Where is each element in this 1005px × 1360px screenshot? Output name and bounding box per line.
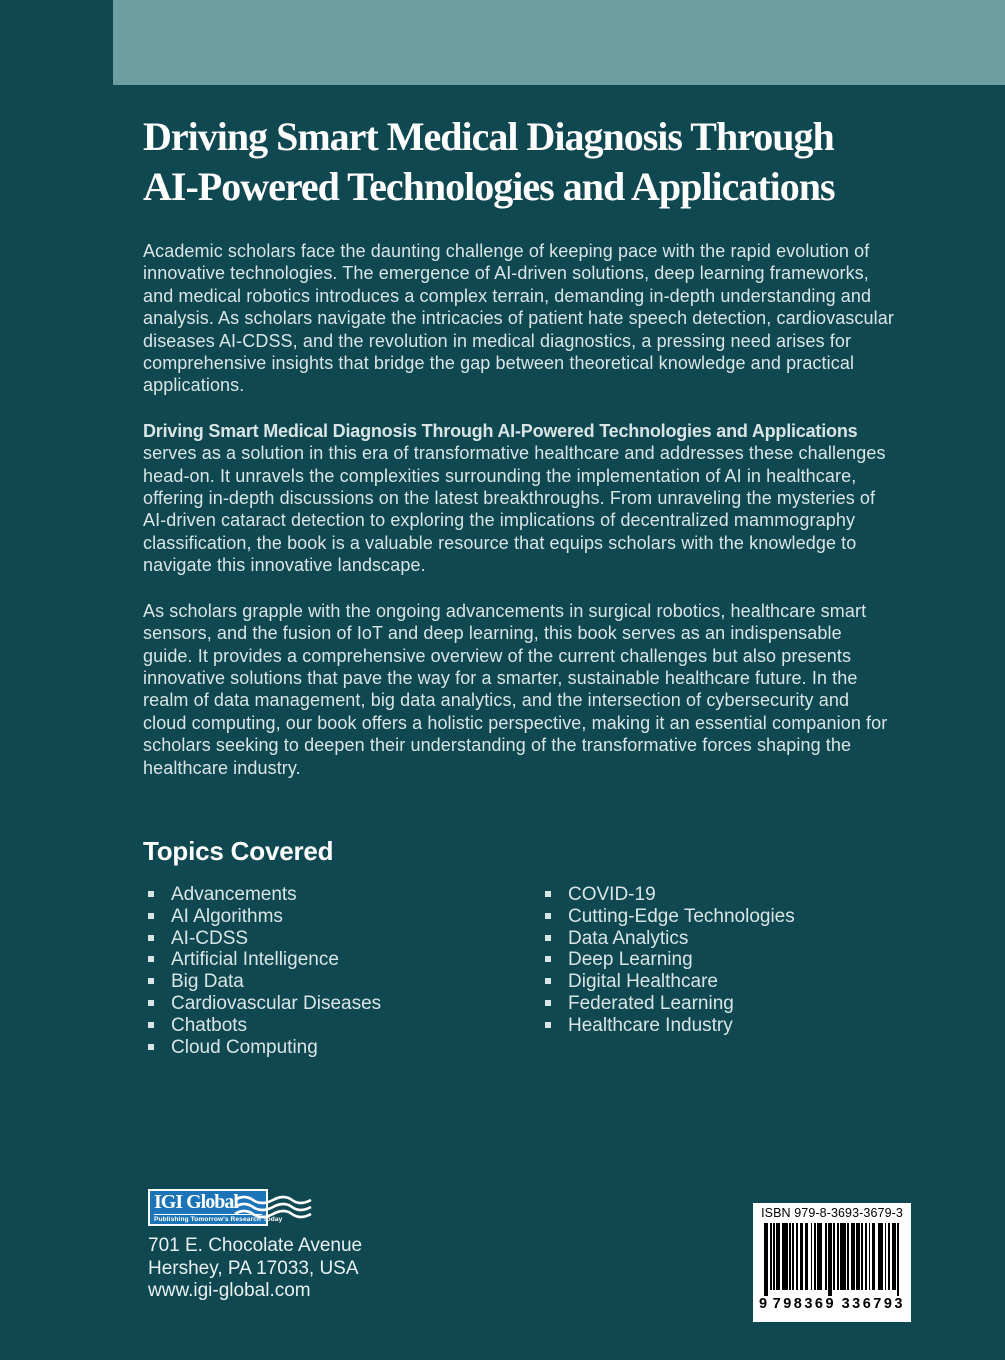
bullet-icon — [148, 913, 154, 919]
barcode-bars — [759, 1223, 905, 1296]
topics-column-right — [540, 884, 795, 1058]
isbn-barcode — [753, 1203, 911, 1322]
isbn-number-group2: 336793 — [841, 1296, 905, 1312]
topic-item — [540, 884, 795, 906]
book-title-line1: Driving Smart Medical Diagnosis Through — [143, 114, 834, 159]
topic-label: Cardiovascular Diseases — [171, 992, 382, 1014]
topic-label: Healthcare Industry — [568, 1014, 733, 1036]
barcode-bar — [840, 1223, 845, 1290]
barcode-bar — [847, 1223, 849, 1290]
description-paragraph-2-text: serves as a solution in this era of transformative healthcare and addresses these challenges head-on. It unravels the complexities surrounding the implementation of AI in healthcare, offering in-depth discussions on the latest breakthroughs. From unraveling the mysteries of AI-driven cataract detection to exploring the implications of decentralized mammography classification, the book is a valuable resource that equips scholars with the knowledge to navigate this innovative landscape. — [143, 443, 886, 576]
barcode-bar — [776, 1223, 780, 1290]
barcode-bar — [800, 1223, 804, 1290]
bullet-icon — [148, 956, 154, 962]
barcode-bar — [828, 1223, 832, 1296]
topic-item — [143, 949, 540, 971]
bullet-icon — [545, 956, 551, 962]
barcode-bar — [817, 1223, 822, 1290]
barcode-bar — [878, 1223, 883, 1290]
barcode-bar — [869, 1223, 871, 1290]
topic-item — [143, 993, 540, 1015]
barcode-bar — [789, 1223, 791, 1290]
barcode-bar — [825, 1223, 827, 1290]
topic-label: AI-CDSS — [171, 927, 249, 949]
topic-label: AI Algorithms — [171, 905, 283, 927]
isbn-number — [759, 1296, 905, 1313]
topic-item — [143, 884, 540, 906]
book-title-inline: Driving Smart Medical Diagnosis Through AI-Powered Technologies and Applications — [143, 420, 858, 441]
bullet-icon — [545, 935, 551, 941]
topic-item — [143, 1037, 540, 1059]
topic-item — [540, 906, 795, 928]
bullet-icon — [148, 1044, 154, 1050]
topic-item — [143, 971, 540, 993]
topic-label: Artificial Intelligence — [171, 949, 339, 971]
barcode-bar — [764, 1223, 768, 1296]
topic-label: Deep Learning — [568, 949, 693, 971]
topic-label: Cloud Computing — [171, 1036, 318, 1058]
isbn-number-group1: 798369 — [772, 1296, 837, 1312]
topic-item — [540, 1015, 795, 1037]
description-paragraph-1: Academic scholars face the daunting challenge of keeping pace with the rapid evolution of innovative technologies. The emergence of AI-driven solutions, deep learning frameworks, and medical robotics introduces a complex terrain, demanding in-depth understanding and analysis. As scholars navigate the intricacies of patient hate speech detection, cardiovascular diseases AI-CDSS, and the revolution in medical diagnostics, a pressing need arises for comprehensive insights that bridge the gap between theoretical knowledge and practical applications. — [143, 241, 894, 396]
igi-global-logo — [148, 1189, 283, 1226]
publisher-address — [148, 1235, 362, 1303]
topics-column-left — [143, 884, 540, 1058]
publisher-website: www.igi-global.com — [148, 1280, 311, 1302]
bullet-icon — [148, 1022, 154, 1028]
topic-item — [143, 906, 540, 928]
top-banner — [113, 0, 1005, 85]
barcode-bar — [897, 1223, 899, 1296]
topic-item — [143, 928, 540, 950]
bullet-icon — [545, 913, 551, 919]
barcode-bar — [861, 1223, 863, 1290]
topic-item — [540, 949, 795, 971]
description-paragraph-2 — [143, 420, 895, 577]
barcode-bar — [892, 1223, 896, 1290]
topic-item — [540, 928, 795, 950]
topic-label: Federated Learning — [568, 992, 734, 1014]
barcode-bar — [811, 1223, 813, 1290]
barcode-bar — [773, 1223, 775, 1290]
address-line-2: Hershey, PA 17033, USA — [148, 1257, 359, 1279]
topics-covered-heading: Topics Covered — [143, 835, 334, 866]
topic-label: Chatbots — [171, 1014, 248, 1036]
igi-global-logo-text: IGI Global — [154, 1191, 238, 1213]
barcode-bar — [851, 1223, 855, 1290]
topic-item — [143, 1015, 540, 1037]
isbn-label: ISBN 979-8-3693-3679-3 — [761, 1206, 903, 1220]
bullet-icon — [148, 891, 154, 897]
back-cover-content — [143, 112, 895, 1058]
barcode-bar — [792, 1223, 794, 1290]
bullet-icon — [545, 1022, 551, 1028]
description-paragraph-3: As scholars grapple with the ongoing advancements in surgical robotics, healthcare smart sensors, and the fusion of IoT and deep learning, this book serves as an indispensable guide. It provides a comprehensive overview of the current challenges but also presents innovative solutions that pave the way for a smarter, sustainable healthcare future. In the realm of data management, big data analytics, and the intersection of cybersecurity and cloud computing, our book offers a holistic perspective, making it an essential companion for scholars seeking to deepen their understanding of the transformative forces shaping the healthcare industry. — [143, 600, 888, 778]
topic-label: Digital Healthcare — [568, 971, 718, 993]
barcode-bar — [796, 1223, 798, 1290]
barcode-bar — [837, 1223, 839, 1290]
bullet-icon — [545, 978, 551, 984]
barcode-bar — [885, 1223, 887, 1290]
address-line-1: 701 E. Chocolate Avenue — [148, 1235, 363, 1256]
igi-global-tagline: Publishing Tomorrow's Research Today — [154, 1216, 283, 1223]
topic-label: Big Data — [171, 971, 244, 993]
topics-list — [143, 884, 895, 1058]
barcode-bar — [770, 1223, 772, 1290]
barcode-bar — [865, 1223, 867, 1290]
book-title-line2: AI-Powered Technologies and Applications — [143, 164, 835, 209]
publisher-block — [148, 1189, 362, 1303]
barcode-bar — [782, 1223, 787, 1290]
barcode-bar — [872, 1223, 876, 1290]
bullet-icon — [148, 935, 154, 941]
barcode-bar — [888, 1223, 890, 1290]
bullet-icon — [148, 978, 154, 984]
topic-label: Cutting-Edge Technologies — [568, 905, 795, 927]
bullet-icon — [545, 891, 551, 897]
topic-item — [540, 971, 795, 993]
barcode-bar — [814, 1223, 816, 1290]
barcode-bar — [833, 1223, 835, 1290]
topic-label: COVID-19 — [568, 883, 656, 905]
bullet-icon — [148, 1000, 154, 1006]
isbn-number-first: 9 — [759, 1296, 768, 1312]
topic-label: Advancements — [171, 883, 297, 905]
bullet-icon — [545, 1000, 551, 1006]
barcode-bar — [805, 1223, 809, 1290]
barcode-bar — [856, 1223, 860, 1290]
topic-label: Data Analytics — [568, 927, 689, 949]
book-title — [143, 112, 895, 212]
topic-item — [540, 993, 795, 1015]
